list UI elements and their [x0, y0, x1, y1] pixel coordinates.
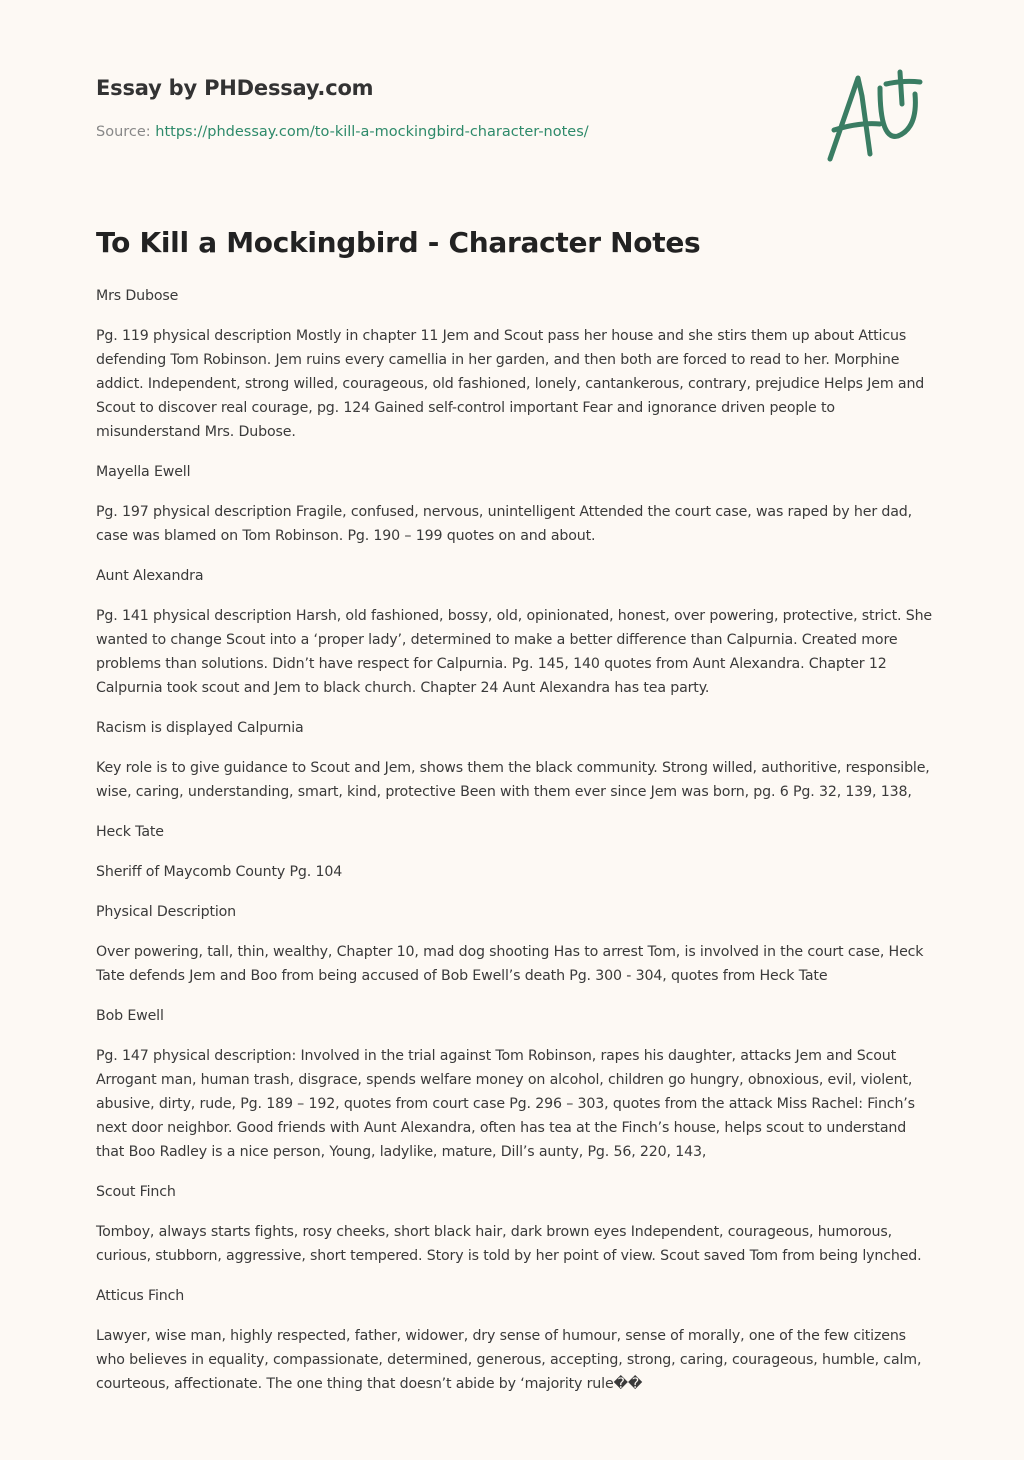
source-link[interactable]: https://phdessay.com/to-kill-a-mockingbird-character-notes/: [155, 124, 589, 140]
paragraph: Heck Tate: [96, 824, 164, 840]
paragraph: Aunt Alexandra: [96, 568, 204, 584]
source-line: [96, 124, 589, 140]
paragraph: Mrs Dubose: [96, 288, 179, 304]
essay-body: [96, 284, 932, 1412]
paragraph: Pg. 197 physical description Fragile, confused, nervous, unintelligent Attended the court case, was raped by her dad, case was blamed on Tom Robinson. Pg. 190 – 199 quotes on and about.: [96, 504, 912, 544]
paragraph: Tomboy, always starts fights, rosy cheeks, short black hair, dark brown eyes Independent, courageous, humorous, curious, stubborn, aggressive, short tempered. Story is told by her point of view. Scout saved Tom from being lynched.: [96, 1224, 922, 1264]
paragraph: Over powering, tall, thin, wealthy, Chapter 10, mad dog shooting Has to arrest Tom, is involved in the court case, Heck Tate defends Jem and Boo from being accused of Bob Ewell’s death Pg. 300 - 304, quotes from Heck Tate: [96, 944, 924, 984]
paragraph: Pg. 141 physical description Harsh, old fashioned, bossy, old, opinionated, honest, over powering, protective, strict. She wanted to change Scout into a ‘proper lady’, determined to make a better difference than Calpurnia. Created more problems than solutions. Didn’t have respect for Calpurnia. Pg. 145, 140 quotes from Aunt Alexandra. Chapter 12 Calpurnia took scout and Jem to black church. Chapter 24 Aunt Alexandra has tea party.: [96, 608, 932, 696]
paragraph: Pg. 119 physical description Mostly in chapter 11 Jem and Scout pass her house and she stirs them up about Atticus defending Tom Robinson. Jem ruins every camellia in her garden, and then both are forced to read to her. Morphine addict. Independent, strong willed, courageous, old fashioned, lonely, cantankerous, contrary, prejudice Helps Jem and Scout to discover real courage, pg. 124 Gained self-control important Fear and ignorance driven people to misunderstand Mrs. Dubose.: [96, 328, 925, 440]
paragraph: Key role is to give guidance to Scout and Jem, shows them the black community. Strong willed, authoritive, responsible, wise, caring, understanding, smart, kind, protective Been with them ever since Jem was born, pg. 6 Pg. 32, 139, 138,: [96, 760, 930, 800]
essay-title: To Kill a Mockingbird - Character Notes: [96, 226, 701, 259]
paragraph: Sheriff of Maycomb County Pg. 104: [96, 864, 343, 880]
paragraph: Atticus Finch: [96, 1288, 185, 1304]
source-label: Source:: [96, 124, 151, 140]
paragraph: Bob Ewell: [96, 1008, 164, 1024]
site-header: [96, 76, 373, 100]
paragraph: Pg. 147 physical description: Involved in the trial against Tom Robinson, rapes his daughter, attacks Jem and Scout Arrogant man, human trash, disgrace, spends welfare money on alcohol, children go hungry, obnoxious, evil, violent, abusive, dirty, rude, Pg. 189 – 192, quotes from court case Pg. 296 – 303, quotes from the attack Miss Rachel: Finch’s next door neighbor. Good friends with Aunt Alexandra, often has tea at the Finch’s house, helps scout to understand that Boo Radley is a nice person, Young, ladylike, mature, Dill’s aunty, Pg. 56, 220, 143,: [96, 1048, 915, 1160]
paragraph: Mayella Ewell: [96, 464, 191, 480]
paragraph: Lawyer, wise man, highly respected, father, widower, dry sense of humour, sense of morally, one of the few citizens who believes in equality, compassionate, determined, generous, accepting, strong, caring, courageous, humble, calm, courteous, affectionate. The one thing that doesn’t abide by ‘majority rule��: [96, 1328, 922, 1392]
paragraph: Physical Description: [96, 904, 237, 920]
paragraph: Racism is displayed Calpurnia: [96, 720, 304, 736]
paragraph: Scout Finch: [96, 1184, 176, 1200]
a-plus-logo-icon: [820, 66, 930, 166]
site-title: Essay by PHDessay.com: [96, 76, 374, 100]
